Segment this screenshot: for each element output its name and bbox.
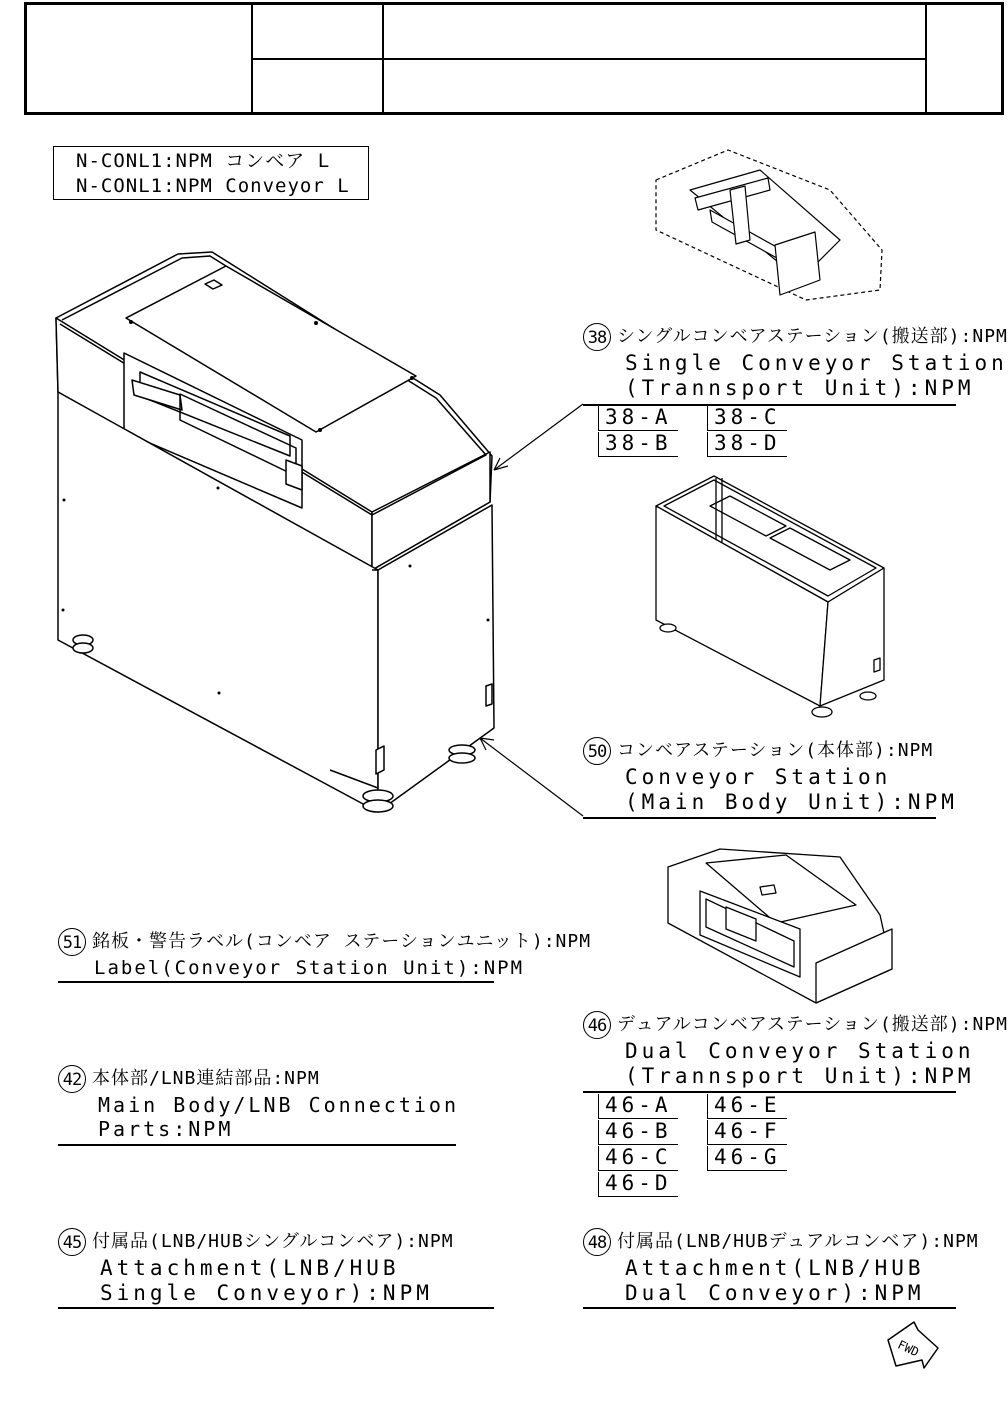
part-38-label[interactable] [583, 322, 1008, 401]
part-50-jp: コンベアステーション(本体部):NPM [617, 740, 934, 761]
code-46-b[interactable]: 46-B [598, 1120, 678, 1145]
code-38-d[interactable]: 38-D [707, 432, 787, 457]
part-46-en2: (Trannsport Unit):NPM [625, 1064, 975, 1088]
part-48-label[interactable] [583, 1227, 979, 1306]
single-conveyor-transport-drawing [650, 150, 890, 310]
code-46-e[interactable]: 46-E [707, 1094, 787, 1119]
conveyor-station-body-drawing [650, 470, 890, 720]
part-50-label[interactable] [583, 736, 958, 815]
model-title-en: N-CONL1:NPM Conveyor L [76, 175, 350, 197]
part-45-number: 45 [58, 1228, 86, 1256]
part-45-en2: Single Conveyor):NPM [100, 1281, 433, 1305]
fwd-label: FWD [895, 1337, 922, 1360]
part-48-en1: Attachment(LNB/HUB [625, 1256, 925, 1280]
dual-conveyor-transport-drawing [666, 845, 906, 1005]
part-42-en2: Parts:NPM [98, 1117, 234, 1141]
part-48-en2: Dual Conveyor):NPM [625, 1281, 925, 1305]
code-46-f[interactable]: 46-F [707, 1120, 787, 1145]
part-51-underline [58, 981, 494, 983]
part-42-underline [58, 1144, 456, 1146]
part-51-label[interactable] [58, 927, 591, 980]
code-46-c[interactable]: 46-C [598, 1146, 678, 1171]
part-50-underline [583, 817, 936, 819]
part-48-jp: 付属品(LNB/HUBデュアルコンベア):NPM [617, 1231, 979, 1252]
code-46-a[interactable]: 46-A [598, 1094, 678, 1119]
code-46-g[interactable]: 46-G [707, 1146, 787, 1171]
code-38-c[interactable]: 38-C [707, 406, 787, 431]
fwd-arrow-icon[interactable] [884, 1320, 944, 1370]
part-45-en1: Attachment(LNB/HUB [100, 1256, 400, 1280]
part-46-number: 46 [583, 1011, 611, 1039]
part-45-jp: 付属品(LNB/HUBシングルコンベア):NPM [92, 1231, 454, 1252]
part-46-jp: デュアルコンベアステーション(搬送部):NPM [617, 1014, 1008, 1035]
part-38-jp: シングルコンベアステーション(搬送部):NPM [617, 326, 1008, 347]
part-46-label[interactable] [583, 1010, 1008, 1089]
part-42-label[interactable] [58, 1064, 459, 1141]
part-38-number: 38 [583, 323, 611, 351]
part-42-number: 42 [58, 1065, 86, 1093]
part-38-en1: Single Conveyor Station [625, 351, 1008, 375]
part-45-label[interactable] [58, 1227, 454, 1306]
part-42-jp: 本体部/LNB連結部品:NPM [92, 1068, 320, 1089]
part-50-en1: Conveyor Station [625, 765, 892, 789]
part-46-en1: Dual Conveyor Station [625, 1039, 975, 1063]
code-38-a[interactable]: 38-A [598, 406, 678, 431]
part-45-underline [58, 1307, 494, 1309]
part-51-en1: Label(Conveyor Station Unit):NPM [94, 957, 525, 979]
code-38-b[interactable]: 38-B [598, 432, 678, 457]
part-48-number: 48 [583, 1228, 611, 1256]
code-46-d[interactable]: 46-D [598, 1172, 678, 1197]
part-42-en1: Main Body/LNB Connection [98, 1093, 459, 1117]
part-50-en2: (Main Body Unit):NPM [625, 790, 958, 814]
part-38-en2: (Trannsport Unit):NPM [625, 376, 975, 400]
part-51-number: 51 [58, 928, 86, 956]
model-title-jp: N-CONL1:NPM コンベア L [76, 150, 331, 172]
part-50-number: 50 [583, 737, 611, 765]
part-48-underline [583, 1307, 956, 1309]
part-51-jp: 銘板・警告ラベル(コンベア ステーションユニット):NPM [92, 931, 592, 952]
